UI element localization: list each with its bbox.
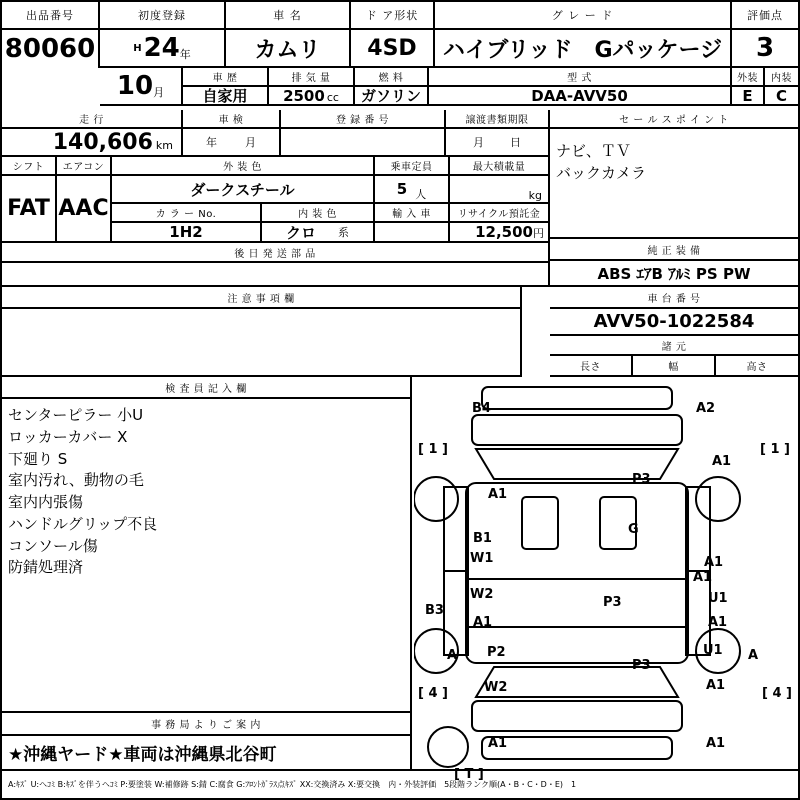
- recycle-value: 12,500: [475, 223, 533, 241]
- reg-no-label-cell: [281, 110, 446, 129]
- damage-mark: P2: [487, 645, 506, 660]
- mileage-label: 走 行: [79, 115, 104, 126]
- damage-mark: A: [748, 648, 759, 663]
- damage-mark: A1: [706, 678, 726, 693]
- inspector-note: センターピラー 小U: [8, 406, 144, 424]
- int-color-suffix: 系: [338, 226, 349, 239]
- recycle-unit: 円: [533, 227, 544, 240]
- shift-value-cell: [2, 176, 57, 243]
- first-reg-value-cell: [100, 30, 226, 68]
- first-reg-label-cell: [100, 2, 226, 30]
- chassis-value-cell: [550, 309, 798, 336]
- type-label-cell: [429, 68, 732, 87]
- grade-label: グ レ ー ド: [551, 9, 614, 22]
- seats-unit: 人: [415, 188, 427, 201]
- import-value-cell: [375, 223, 450, 243]
- seats-label-cell: [375, 157, 450, 176]
- office-notice-cell: [2, 736, 412, 771]
- displacement-value-cell: [269, 87, 355, 106]
- damage-mark: A2: [696, 401, 716, 416]
- damage-mark: A1: [704, 555, 724, 570]
- door-label-cell: [351, 2, 435, 30]
- legend-row: [2, 771, 798, 798]
- mileage-value: 140,606: [52, 129, 153, 155]
- import-label-cell: [375, 204, 450, 223]
- damage-mark: A: [447, 648, 458, 663]
- fuel-value-cell: [355, 87, 429, 106]
- damage-mark: [ 4 ]: [418, 686, 448, 701]
- damage-mark: [ 4 ]: [762, 686, 792, 701]
- damage-mark: P3: [603, 595, 622, 610]
- ext-color-value-cell: [112, 176, 375, 204]
- fuel-label: 燃 料: [378, 73, 404, 84]
- history-value-cell: [183, 87, 269, 106]
- inspector-notes-cell: [2, 399, 412, 713]
- max-load-label: 最大積載量: [472, 162, 526, 173]
- inspector-note: コンソール傷: [8, 536, 98, 555]
- exterior-grade-value-cell: [732, 87, 765, 106]
- inspector-note: 室内汚れ、動物の毛: [8, 471, 144, 490]
- color-no-label: カ ラ ー No.: [155, 209, 217, 220]
- recycle-value-cell: [450, 223, 550, 243]
- later-parts-value-cell: [2, 263, 550, 287]
- grade-label-cell: [435, 2, 732, 30]
- first-reg-month-unit: 月: [153, 86, 165, 99]
- int-color-label: 内 装 色: [298, 209, 337, 220]
- genuine-equip-value: ABS ｴｱB ｱﾙﾐ PS PW: [597, 264, 751, 283]
- damage-mark: [ 1 ]: [418, 442, 448, 457]
- first-reg-month: 10: [116, 71, 154, 101]
- transfer-day-unit: 日: [510, 136, 521, 149]
- damage-mark: [ 1 ]: [760, 442, 790, 457]
- model-value-cell: [226, 30, 351, 68]
- damage-mark: P3: [632, 472, 651, 487]
- inspector-note: 防錆処理済: [8, 558, 84, 577]
- first-reg-label: 初度登録: [138, 9, 186, 22]
- aircon-value-cell: [57, 176, 112, 243]
- shaken-label: 車 検: [218, 115, 244, 126]
- exterior-grade-value: E: [742, 87, 753, 105]
- import-label: 輸 入 車: [392, 209, 431, 220]
- type-label: 型 式: [567, 73, 592, 84]
- chassis-label: 車 台 番 号: [647, 293, 701, 305]
- interior-grade-label: 内装: [771, 73, 792, 84]
- displacement-value: 2500: [283, 87, 325, 105]
- inspector-label: 検 査 員 記 入 欄: [165, 383, 247, 395]
- reg-no-label: 登 録 番 号: [335, 115, 390, 126]
- first-reg-year: 24: [143, 33, 180, 63]
- chassis-value: AVV50-1022584: [593, 311, 755, 332]
- damage-mark: A1: [473, 615, 493, 630]
- reg-no-value-cell: [281, 129, 446, 157]
- displacement-label: 排 気 量: [291, 73, 331, 84]
- recycle-label-cell: [450, 204, 550, 223]
- seats-label: 乗車定員: [390, 162, 433, 173]
- sales-point-label: セ ー ル ス ポ イ ン ト: [619, 115, 729, 126]
- shaken-year-unit: 年: [206, 136, 217, 149]
- color-no-value-cell: [112, 223, 262, 243]
- grade-value: ハイブリッド Gパッケージ: [442, 37, 723, 63]
- damage-mark: W2: [470, 587, 494, 602]
- shift-value: FAT: [7, 196, 50, 221]
- displacement-unit: cc: [326, 91, 339, 104]
- damage-mark: P3: [632, 658, 651, 673]
- damage-mark: A1: [693, 570, 713, 585]
- ext-color-label: 外 装 色: [223, 162, 262, 173]
- transfer-month-unit: 月: [473, 136, 484, 149]
- door-label: ド ア形状: [365, 9, 419, 22]
- damage-mark: B3: [425, 603, 444, 618]
- first-reg-month-cell: [100, 68, 183, 106]
- lot-number-value: 80060: [4, 34, 96, 64]
- fuel-label-cell: [355, 68, 429, 87]
- transfer-label-cell: [446, 110, 550, 129]
- inspector-note: 室内内張傷: [8, 493, 84, 511]
- shaken-month-unit: 月: [245, 136, 256, 149]
- caution-label-cell: [2, 287, 522, 309]
- genuine-equip-value-cell: [550, 261, 798, 287]
- shift-label-cell: [2, 157, 57, 176]
- lot-number-label: 出品番号: [26, 9, 74, 22]
- int-color-value: クロ: [285, 223, 316, 242]
- mileage-value-cell: [2, 129, 183, 157]
- score-value: 3: [755, 33, 775, 63]
- model-label-cell: [226, 2, 351, 30]
- damage-mark: B4: [472, 401, 491, 416]
- max-load-label-cell: [450, 157, 550, 176]
- later-parts-label-cell: [2, 243, 550, 263]
- damage-mark: A1: [712, 454, 732, 469]
- lot-number-cell: [2, 2, 100, 30]
- type-value-cell: [429, 87, 732, 106]
- exterior-grade-label: 外装: [737, 73, 758, 84]
- damage-mark: W2: [484, 680, 508, 695]
- grade-value-cell: [435, 30, 732, 68]
- damage-mark: A1: [706, 736, 726, 751]
- seats-value-cell: [375, 176, 450, 204]
- mileage-label-cell: [2, 110, 183, 129]
- exterior-grade-label-cell: [732, 68, 765, 87]
- damage-mark: A1: [488, 487, 508, 502]
- int-color-label-cell: [262, 204, 375, 223]
- aircon-label-cell: [57, 157, 112, 176]
- dim-width-label: 幅: [668, 362, 679, 373]
- car-outline-diagram: [414, 379, 796, 769]
- mileage-unit: km: [155, 139, 173, 152]
- max-load-unit: kg: [528, 189, 542, 202]
- caution-label: 注 意 事 項 欄: [227, 293, 295, 305]
- chassis-label-cell: [550, 287, 798, 309]
- sales-point-line-2: バックカメラ: [556, 163, 647, 182]
- office-label: 事 務 局 よ り ご 案 内: [151, 720, 261, 731]
- door-value-cell: [351, 30, 435, 68]
- dim-width-cell: [633, 356, 716, 377]
- shaken-value-cell: [183, 129, 281, 157]
- later-parts-label: 後 日 発 送 部 品: [234, 248, 316, 260]
- history-label: 車 歴: [212, 73, 238, 84]
- legend-text: A:ｷｽﾞ U:ヘｺﾐ B:ｷｽﾞを伴うヘｺﾐ P:要塗装 W:補修跡 S:錆 C:腐食 G:ﾌﾛﾝﾄｶﾞﾗｽ点ｷｽﾞ XX:交換済み X:要交換 内・外装評価 5段階ランク順(A・B・C・D・E) 1: [8, 780, 577, 789]
- dim-length-label: 長さ: [580, 362, 601, 373]
- fuel-value: ガソリン: [360, 87, 421, 105]
- dimension-label: 諸 元: [661, 341, 687, 353]
- damage-mark: W1: [470, 551, 494, 566]
- sales-point-value-cell: [550, 129, 798, 239]
- lot-number-value-cell: [2, 30, 100, 68]
- sales-point-line-1: ナビ、ＴＶ: [556, 142, 631, 160]
- sales-point-label-cell: [550, 110, 798, 129]
- type-value: DAA-AVV50: [531, 87, 628, 105]
- interior-grade-value-cell: [765, 87, 798, 106]
- office-label-cell: [2, 713, 412, 736]
- score-label-cell: [732, 2, 798, 30]
- aircon-value: AAC: [58, 196, 109, 221]
- max-load-value-cell: [450, 176, 550, 204]
- model-value: カムリ: [254, 37, 321, 63]
- dim-length-cell: [550, 356, 633, 377]
- damage-mark: A1: [488, 736, 508, 751]
- history-value: 自家用: [202, 87, 248, 105]
- inspector-label-cell: [2, 377, 412, 399]
- interior-grade-label-cell: [765, 68, 798, 87]
- history-label-cell: [183, 68, 269, 87]
- interior-grade-value: C: [775, 87, 787, 105]
- transfer-value-cell: [446, 129, 550, 157]
- int-color-value-cell: [262, 223, 375, 243]
- seats-value: 5: [396, 180, 408, 198]
- ext-color-value: ダークスチール: [190, 180, 295, 199]
- score-label: 評価点: [747, 9, 783, 22]
- first-reg-era: H: [133, 42, 142, 54]
- aircon-label: エアコン: [62, 162, 105, 173]
- genuine-equip-label: 純 正 装 備: [647, 245, 701, 257]
- displacement-label-cell: [269, 68, 355, 87]
- color-no-label-cell: [112, 204, 262, 223]
- score-value-cell: [732, 30, 798, 68]
- model-label: 車 名: [273, 9, 302, 22]
- damage-mark: U1: [708, 591, 728, 606]
- inspector-note: ロッカーカバー X: [8, 427, 128, 446]
- recycle-label: リサイクル預託金: [457, 209, 541, 220]
- genuine-equip-label-cell: [550, 239, 798, 261]
- inspector-note: ハンドルグリップ不良: [8, 514, 158, 533]
- color-no-value: 1H2: [169, 223, 203, 241]
- dim-height-cell: [716, 356, 798, 377]
- door-value: 4SD: [367, 35, 417, 61]
- inspector-note: 下廻り S: [8, 449, 68, 468]
- damage-mark: [ T ]: [454, 767, 484, 782]
- damage-mark: A1: [708, 615, 728, 630]
- caution-value-cell: [2, 309, 522, 377]
- damage-mark: G: [628, 522, 639, 537]
- dim-height-label: 高さ: [746, 362, 768, 373]
- transfer-label: 譲渡書類期限: [465, 115, 529, 126]
- damage-mark: U1: [703, 643, 723, 658]
- shift-label: シフト: [12, 162, 45, 173]
- damage-mark: B1: [473, 531, 492, 546]
- dimension-label-cell: [550, 336, 798, 356]
- office-notice: ★沖縄ヤード★車両は沖縄県北谷町: [8, 745, 277, 765]
- shaken-label-cell: [183, 110, 281, 129]
- ext-color-label-cell: [112, 157, 375, 176]
- first-reg-year-unit: 年: [179, 48, 191, 61]
